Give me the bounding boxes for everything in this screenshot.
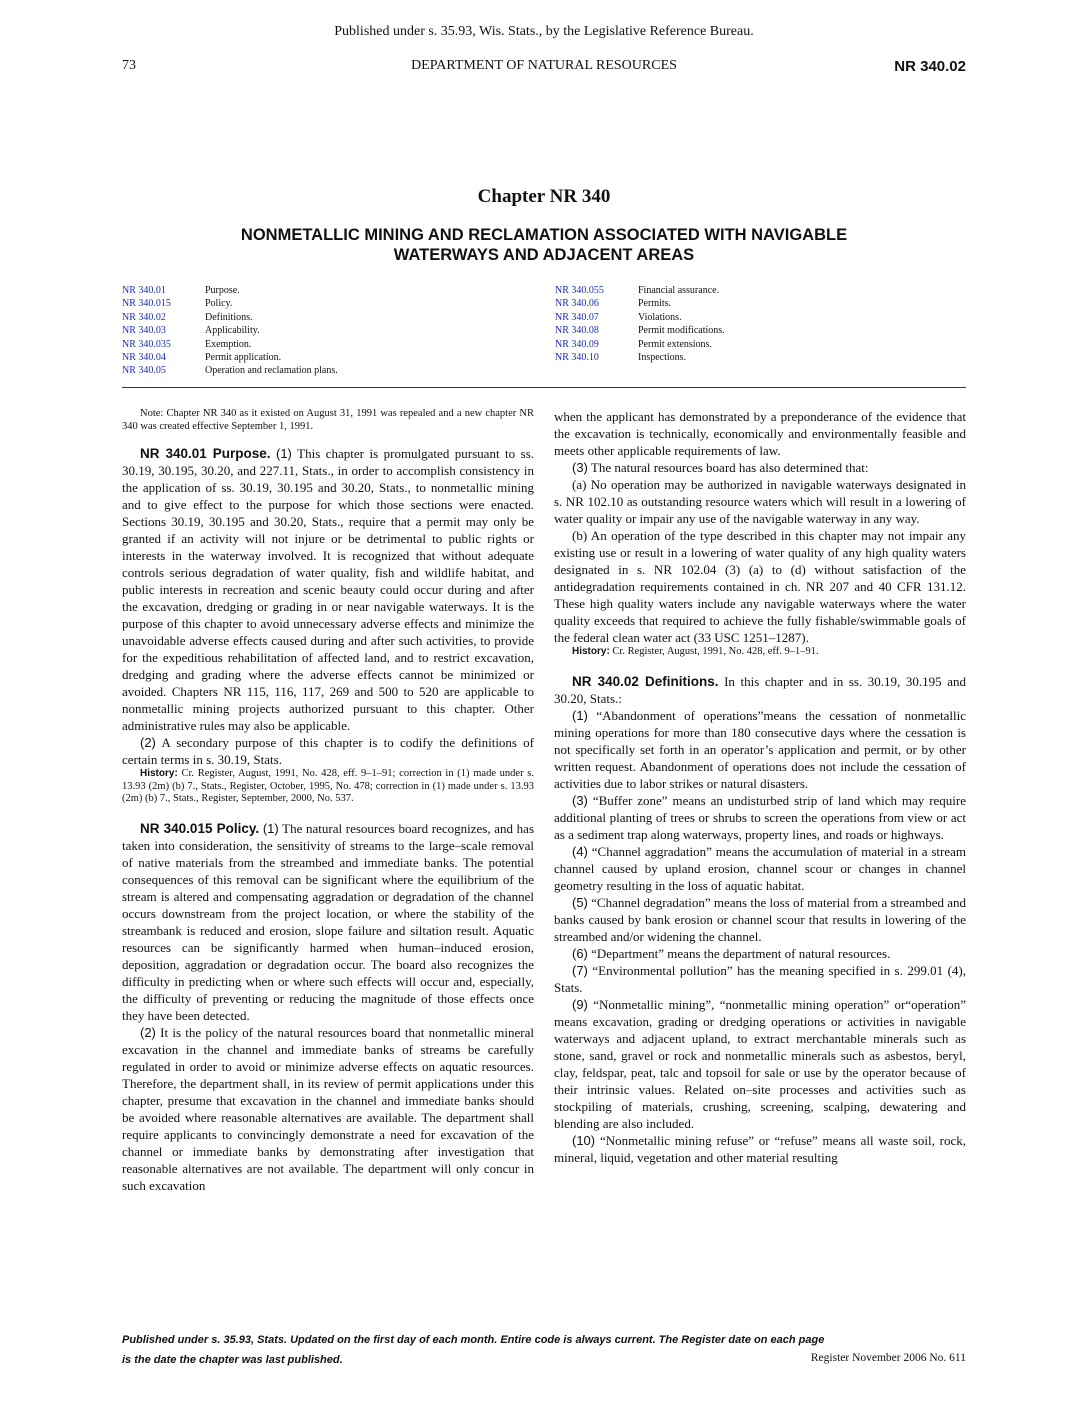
section-heading: NR 340.015 Policy. <box>140 820 260 836</box>
toc-link[interactable]: NR 340.08 <box>555 325 599 337</box>
chapter-note: Note: Chapter NR 340 as it existed on August 31, 1991 was repealed and a new chapter NR 340 was created effective September 1, 1991. <box>122 408 534 432</box>
left-column <box>122 408 534 1194</box>
definition <box>554 996 966 1132</box>
toc-right <box>555 284 975 364</box>
published-notice: Published under s. 35.93, Wis. Stats., by the Legislative Reference Bureau. <box>334 24 754 39</box>
footer-notice-line1: Published under s. 35.93, Stats. Updated on the first day of each month. Entire code is always current. The Register date on each page <box>122 1334 825 1346</box>
toc-title: Violations. <box>638 311 682 323</box>
toc-link[interactable]: NR 340.05 <box>122 365 166 377</box>
toc-title: Financial assurance. <box>638 285 720 296</box>
paragraph: when the applicant has demonstrated by a preponderance of the evidence that the excavation is technically, economically and environmentally feasible and meets other applicable requirements of law. <box>554 409 966 458</box>
toc-title: Applicability. <box>205 325 260 337</box>
history-text: Cr. Register, August, 1991, No. 428, eff. 9–1–91; correction in (1) made under s. 13.93 (2m) (b) 7., Stats., Register, October, 1995, No. 478; correction in (1) made under s. 13.93 (2m) (b) 7., Stats., Register, September, 2000, No. 537. <box>122 768 534 804</box>
toc-row <box>122 297 542 310</box>
toc-link[interactable]: NR 340.035 <box>122 338 171 350</box>
definition <box>554 962 966 996</box>
paragraph <box>122 734 534 768</box>
subsection-number: (6) <box>572 945 588 961</box>
subsection-number: (2) <box>140 735 156 750</box>
toc-title: Permit modifications. <box>638 325 725 337</box>
toc-row <box>122 364 542 377</box>
toc-row <box>122 351 542 364</box>
definition-text: “Channel degradation” means the loss of material from a streambed and banks caused by bank erosion or channel scour that results in lowering of the streambed and/or widening the channel. <box>554 894 966 944</box>
subsection-number: (9) <box>572 996 588 1012</box>
section-heading: NR 340.02 Definitions. <box>572 673 719 689</box>
right-column <box>554 408 966 1166</box>
toc-row <box>122 338 542 351</box>
toc-row <box>555 311 975 324</box>
paragraph: (b) An operation of the type described in this chapter may not impair any existing use or result in a lowering of water quality of any high quality waters designated in s. NR 102.04 (3) (a) to (d) without satisfaction of the antidegradation requirements contained in ch. NR 207 and 40 CFR 131.12. These high quality waters include any navigable waterways where the water quality exceeds that required to achieve the fully fishable/swimmable goals of the federal clean water act (33 USC 1251–1287). <box>554 528 966 645</box>
paragraph <box>122 1024 534 1194</box>
subsection-number: (1) <box>262 820 279 836</box>
toc-link[interactable]: NR 340.03 <box>122 325 166 337</box>
history-label: History: <box>140 768 178 779</box>
divider <box>122 387 966 388</box>
history-label: History: <box>572 646 610 657</box>
paragraph-text: This chapter is promulgated pursuant to ss. 30.19, 30.195, 30.20, and 227.11, Stats., in order to accomplish consistency in the application of ss. 30.19, 30.195 and 30.20, Stats., to nonmetallic mining and to give effect to the purpose for which those sections were enacted. Sections 30.19, 30.195 and 30.20, Stats., require that a permit may only be granted if an activity will not injure or be detrimental to public rights or interests in the waterway involved. It is recognized that without adequate controls serious degradation of water quality, fish and wildlife habitat, and public interests in recreation and scenic beauty could occur during and after the excavation, dredging or grading in or near navigable waterways. It is the purpose of this chapter to avoid unnecessary adverse effects and minimize the unavoidable adverse effects caused during and after such activities, to provide for the expeditious rehabilitation of affected land, and to restrict excavation, dredging and grading where the adverse effects cannot be minimized or avoided. Chapters NR 115, 116, 117, 269 and 500 to 520 are applicable to nonmetallic mining projects authorized pursuant to this chapter. Other administrative rules may also be applicable. <box>122 446 534 733</box>
paragraph-text: In this chapter and in ss. 30.19, 30.195 and 30.20, Stats.: <box>554 673 966 706</box>
toc-row <box>555 351 975 364</box>
subsection-number: (1) <box>572 707 588 723</box>
paragraph: (a) No operation may be authorized in navigable waterways designated in s. NR 102.10 as outstanding resource waters which will result in a lowering of water quality or impair any use of the navigable waterway in any way. <box>554 477 966 526</box>
toc-link[interactable]: NR 340.02 <box>122 311 166 323</box>
subsection-number: (4) <box>572 843 588 859</box>
page-footer <box>122 1330 966 1370</box>
paragraph <box>122 445 534 734</box>
subsection-number: (10) <box>572 1132 596 1148</box>
subsection-number: (2) <box>140 1024 156 1040</box>
paragraph <box>122 820 534 1024</box>
definition <box>554 1132 966 1166</box>
toc-link[interactable]: NR 340.10 <box>555 351 599 363</box>
subsection-number: (5) <box>572 894 588 910</box>
definition-text: “Abandonment of operations”means the cessation of nonmetallic mining operations for more than 180 consecutive days where the cessation is not specifically set forth in an operator’s application and permit, or by other written request. Abandonment of operations does not include the cessation of activities due to labor strikes or natural disasters. <box>554 707 967 791</box>
chapter-title: Chapter NR 340 <box>477 186 611 207</box>
toc-row <box>555 324 975 337</box>
toc-row <box>122 324 542 337</box>
definition-text: “Nonmetallic mining refuse” or “refuse” means all waste soil, rock, mineral, liquid, vegetation and other material resulting <box>554 1132 967 1165</box>
toc-row <box>122 284 542 297</box>
toc-row <box>122 311 542 324</box>
paragraph-text: A secondary purpose of this chapter is to codify the definitions of certain terms in s. 30.19, Stats. <box>122 735 534 767</box>
register-date: Register November 2006 No. 611 <box>810 1352 966 1364</box>
subsection-number: (1) <box>276 446 292 461</box>
page-number: 73 <box>122 58 136 73</box>
subsection-number: (3) <box>572 460 588 475</box>
toc-title: Permit extensions. <box>638 338 712 350</box>
paragraph-text: The natural resources board has also determined that: <box>590 460 869 475</box>
definition-text: “Nonmetallic mining”, “nonmetallic mining operation” or“operation” means excavation, grading or dredging operations or activities in navigable waterways and adjacent upland, to extract merchantable minerals such as stone, sand, gravel or rock and nonmetallic minerals such as asbestos, beryl, clay, feldspar, peat, talc and topsoil for sale or use by the operator because of their intrinsic values. Related on–site processes and activities such as stockpiling of materials, crushing, screening, scalping, dewatering and blending are also included. <box>554 996 967 1131</box>
toc-left <box>122 284 542 378</box>
toc-title: Policy. <box>205 298 233 310</box>
toc-link[interactable]: NR 340.04 <box>122 351 166 363</box>
definition <box>554 894 966 945</box>
definition <box>554 707 966 792</box>
definition <box>554 945 966 962</box>
subsection-number: (3) <box>572 792 588 808</box>
history-note <box>554 646 966 659</box>
section-reference: NR 340.02 <box>894 58 966 75</box>
running-header <box>122 58 966 78</box>
paragraph-text: The natural resources board recognizes, and has taken into consideration, the sensitivity of streams to the large–scale removal of native materials from the streambed and immediate banks. The potential consequences of this removal can be significant where the equilibrium of the stream is altered and compensating aggradation or degradation of the channel occurs downstream from the project location, or where the stability of the streambank is reduced and erosion, slope failure and siltation result. Aquatic resources can be significantly harmed when human–induced erosion, deposition, aggradation or degradation occur. The board also recognizes the difficulty in predicting when or where such effects will occur and, especially, the difficulty of preventing or reducing the magnitude of those effects once they have been detected. <box>122 820 535 1023</box>
toc-link[interactable]: NR 340.015 <box>122 298 171 310</box>
toc-link[interactable]: NR 340.09 <box>555 338 599 350</box>
toc-title: Exemption. <box>205 338 252 350</box>
chapter-subtitle <box>122 225 966 265</box>
paragraph <box>554 459 966 476</box>
toc-title: Purpose. <box>205 285 240 296</box>
toc-link[interactable]: NR 340.055 <box>555 285 604 296</box>
toc-row <box>555 338 975 351</box>
toc-link[interactable]: NR 340.07 <box>555 311 599 323</box>
definition-text: “Channel aggradation” means the accumulation of material in a stream channel caused by upland erosion, channel scour or changes in channel geometry resulting in the loss of aquatic habitat. <box>554 843 967 893</box>
paragraph <box>554 673 966 707</box>
history-note <box>122 768 534 806</box>
subsection-number: (7) <box>572 962 588 978</box>
toc-title: Definitions. <box>205 311 253 323</box>
definition <box>554 792 966 843</box>
toc-row <box>555 284 975 297</box>
footer-notice-line2: is the date the chapter was last published. <box>122 1354 343 1366</box>
definition-text: “Department” means the department of natural resources. <box>591 945 891 961</box>
definition <box>554 843 966 894</box>
chapter-subtitle-line2: WATERWAYS AND ADJACENT AREAS <box>393 246 695 264</box>
toc-link[interactable]: NR 340.06 <box>555 298 599 310</box>
paragraph-text: It is the policy of the natural resources board that nonmetallic mineral excavation in the channel and immediate banks of streams be carefully regulated in order to avoid or minimize adverse effects on aquatic resources. Therefore, the department shall, in its review of permit applications under this chapter, presume that excavation in the channel and immediate banks should be avoided where reasonable alternatives are available. The department shall require applicants to convincingly demonstrate a need for excavation of the channel or immediate banks by demonstrating after investigation that reasonable alternatives are not available. The department will only concur in such excavation <box>122 1024 535 1193</box>
definition-text: “Buffer zone” means an undisturbed strip of land which may require additional planting of trees or shrubs to screen the operations from view or act as a sediment trap along waterways, property lines, and roads or highways. <box>554 792 967 842</box>
section-heading: NR 340.01 Purpose. <box>140 446 271 461</box>
toc-row <box>555 297 975 310</box>
toc-title: Permit application. <box>205 351 282 363</box>
department-name: DEPARTMENT OF NATURAL RESOURCES <box>411 58 677 73</box>
toc-title: Operation and reclamation plans. <box>205 365 338 377</box>
history-text: Cr. Register, August, 1991, No. 428, eff. 9–1–91. <box>612 646 819 657</box>
chapter-subtitle-line1: NONMETALLIC MINING AND RECLAMATION ASSOCIATED WITH NAVIGABLE <box>240 226 848 244</box>
definition-text: “Environmental pollution” has the meaning specified in s. 299.01 (4), Stats. <box>554 962 966 995</box>
toc-title: Permits. <box>638 298 672 310</box>
toc-link[interactable]: NR 340.01 <box>122 285 166 296</box>
toc-title: Inspections. <box>638 351 687 363</box>
